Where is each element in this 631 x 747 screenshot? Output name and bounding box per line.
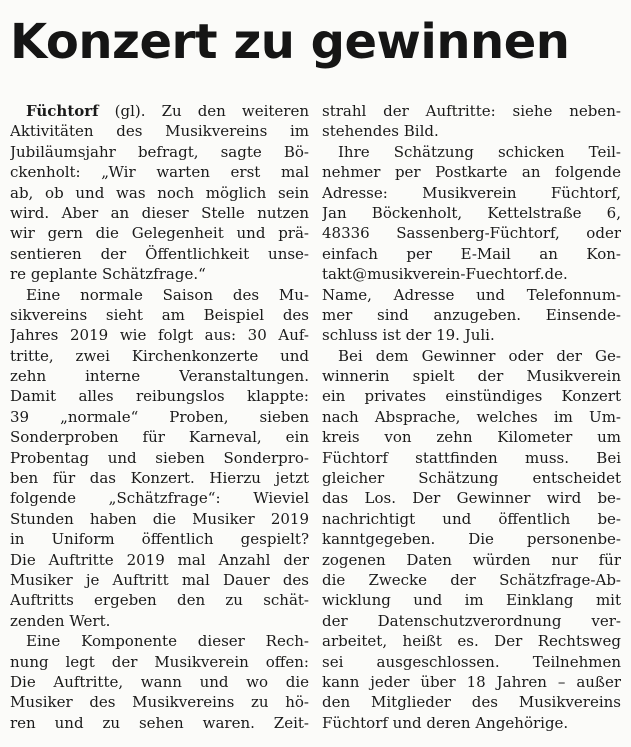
text-line: zogenen Daten würden nur für (322, 550, 621, 569)
text-line: sei ausgeschlossen. Teilnehmen (322, 652, 621, 671)
text-line: Damit alles reibungslos klappte: (10, 387, 309, 406)
text-line: der Datenschutzverordnung ver- (322, 611, 621, 630)
text-line: wird. Aber an dieser Stelle nutzen (10, 203, 309, 222)
text-line: nehmer per Postkarte an folgende (322, 163, 621, 182)
text-line: Sonderproben für Karneval, ein (10, 428, 309, 447)
text-line: wir gern die Gelegenheit und prä- (10, 224, 309, 243)
text-line: Musiker des Musikvereins zu hö- (10, 693, 309, 712)
text-line: arbeitet, heißt es. Der Rechtsweg (322, 632, 621, 651)
text-line: Die Auftritte 2019 mal Anzahl der (10, 550, 309, 569)
text-line: sikvereins sieht am Beispiel des (10, 305, 309, 324)
text-line: nung legt der Musikverein offen: (10, 652, 309, 671)
text-line: Jan Böckenholt, Kettelstraße 6, (322, 203, 621, 222)
text-line: mer sind anzugeben. Einsende- (322, 305, 621, 324)
text-line: ckenholt: „Wir warten erst mal (10, 163, 309, 182)
text-line: 39 „normale“ Proben, sieben (10, 407, 309, 426)
text-line: Eine normale Saison des Mu- (26, 285, 309, 304)
text-line: in Uniform öffentlich gespielt? (10, 530, 309, 549)
text-line: Adresse: Musikverein Füchtorf, (322, 183, 621, 202)
text-line: Musiker je Auftritt mal Dauer des (10, 570, 309, 589)
text-line: nach Absprache, welches im Um- (322, 407, 621, 426)
text-line: winnerin spielt der Musikverein (322, 367, 621, 386)
text-line: den Mitglieder des Musikvereins (322, 693, 621, 712)
text-line: ab, ob und was noch möglich sein (10, 183, 309, 202)
text-line: kanntgegeben. Die personenbe- (322, 530, 621, 549)
text-line: ein privates einstündiges Konzert (322, 387, 621, 406)
text-line: Name, Adresse und Telefonnum- (322, 285, 621, 304)
text-line: einfach per E-Mail an Kon- (322, 244, 621, 263)
text-line: das Los. Der Gewinner wird be- (322, 489, 621, 508)
text-line: 48336 Sassenberg-Füchtorf, oder (322, 224, 621, 243)
text-line: wicklung und im Einklang mit (322, 591, 621, 610)
text-line: sentieren der Öffentlichkeit unse- (10, 244, 309, 263)
text-line: gleicher Schätzung entscheidet (322, 469, 621, 488)
text-line: kann jeder über 18 Jahren – außer (322, 672, 621, 691)
headline: Konzert zu gewinnen (10, 14, 570, 70)
article-body (10, 101, 621, 741)
text-line: tritte, zwei Kirchenkonzerte und (10, 346, 309, 365)
text-line: strahl der Auftritte: siehe neben- (322, 102, 621, 120)
text-line: stehendes Bild. (322, 122, 439, 141)
text-line: folgende „Schätzfrage“: Wieviel (10, 489, 309, 508)
text-line: nachrichtigt und öffentlich be- (322, 509, 621, 528)
text-line: die Zwecke der Schätzfrage-Ab- (322, 570, 621, 589)
text-line: Auftritts ergeben den zu schät- (10, 591, 309, 610)
text-line: takt@musikverein-Fuechtorf.de. (322, 265, 568, 284)
text-line: schluss ist der 19. Juli. (322, 326, 495, 345)
text-line: kreis von zehn Kilometer um (322, 428, 621, 447)
dateline: Füchtorf (26, 102, 99, 120)
text-line: Füchtorf und deren Angehörige. (322, 713, 569, 732)
text-line: Füchtorf stattfinden muss. Bei (322, 448, 621, 467)
text-line: Ihre Schätzung schicken Teil- (338, 142, 621, 161)
text-line: Probentag und sieben Sonderpro- (10, 448, 309, 467)
text-line: re geplante Schätzfrage.“ (10, 265, 206, 284)
text-line: zenden Wert. (10, 611, 111, 630)
text-line: ben für das Konzert. Hierzu jetzt (10, 469, 309, 488)
text-line: Jubiläumsjahr befragt, sagte Bö- (10, 142, 309, 161)
text-line: zehn interne Veranstaltungen. (10, 367, 309, 386)
text-line: Stunden haben die Musiker 2019 (10, 509, 309, 528)
column-right (322, 101, 621, 741)
text-line: Jahres 2019 wie folgt aus: 30 Auf- (10, 326, 309, 345)
text-line: Bei dem Gewinner oder der Ge- (338, 346, 621, 365)
column-left (10, 101, 309, 741)
text-line: Aktivitäten des Musikvereins im (10, 122, 309, 141)
text-line: Die Auftritte, wann und wo die (10, 672, 309, 691)
text-line: Füchtorf (gl). Zu den weiteren (26, 102, 309, 120)
text-line: ren und zu sehen waren. Zeit- (10, 713, 309, 732)
text-line: Eine Komponente dieser Rech- (26, 632, 309, 651)
